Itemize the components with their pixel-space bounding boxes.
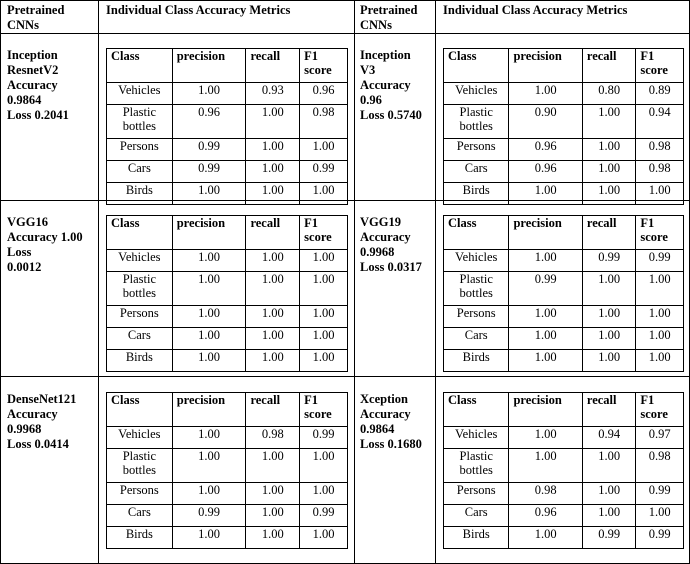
table-row xyxy=(107,183,348,205)
metric-cell: 1.00 xyxy=(246,328,300,350)
grid-line xyxy=(354,0,355,564)
metric-cell: 1.00 xyxy=(172,83,246,105)
column-header: F1 score xyxy=(300,216,348,250)
column-header: Class xyxy=(444,393,509,427)
metric-cell: 1.00 xyxy=(300,328,348,350)
metric-cell: 1.00 xyxy=(172,527,246,549)
metric-cell: 1.00 xyxy=(582,272,635,306)
metrics-table xyxy=(443,48,684,205)
column-header: recall xyxy=(246,216,300,250)
metric-cell: 0.96 xyxy=(300,83,348,105)
table-row xyxy=(107,483,348,505)
metric-cell: 1.00 xyxy=(246,306,300,328)
table-row xyxy=(107,161,348,183)
table-row xyxy=(444,505,684,527)
table-header-row xyxy=(107,216,348,250)
table-row xyxy=(444,483,684,505)
metric-cell: 1.00 xyxy=(636,272,684,306)
metric-cell: 1.00 xyxy=(509,527,582,549)
model-label-line: Loss 0.0317 xyxy=(360,260,422,274)
table-row xyxy=(107,272,348,306)
model-label-line: 0.9864 xyxy=(7,93,42,107)
column-header: Class xyxy=(444,216,509,250)
metric-cell: 1.00 xyxy=(582,328,635,350)
model-label-line: Loss 0.5740 xyxy=(360,108,422,122)
model-label-line: VGG16 xyxy=(7,215,48,229)
table-row xyxy=(107,83,348,105)
metric-cell: 1.00 xyxy=(582,139,635,161)
model-label-line: Accuracy xyxy=(7,407,58,421)
metric-cell: 1.00 xyxy=(246,483,300,505)
metric-cell: 1.00 xyxy=(246,105,300,139)
metric-cell: 1.00 xyxy=(300,183,348,205)
metric-cell: 0.99 xyxy=(582,250,635,272)
metric-cell: 1.00 xyxy=(509,328,582,350)
grid-line xyxy=(0,376,690,377)
class-cell: Persons xyxy=(107,483,173,505)
model-label xyxy=(7,215,83,275)
metric-cell: 0.98 xyxy=(509,483,582,505)
model-label xyxy=(360,48,422,123)
model-label xyxy=(360,215,422,275)
table-row xyxy=(444,139,684,161)
model-label-line: Loss xyxy=(7,245,32,259)
metric-cell: 1.00 xyxy=(246,139,300,161)
metric-cell: 1.00 xyxy=(246,505,300,527)
class-cell: Vehicles xyxy=(107,427,173,449)
metric-cell: 1.00 xyxy=(509,427,582,449)
grid-line xyxy=(98,0,99,564)
metric-cell: 1.00 xyxy=(246,449,300,483)
model-label-line: 0.9968 xyxy=(7,422,42,436)
grid-line xyxy=(0,0,1,564)
metric-cell: 1.00 xyxy=(636,183,684,205)
metric-cell: 0.99 xyxy=(582,527,635,549)
table-header-row xyxy=(107,49,348,83)
metric-cell: 1.00 xyxy=(509,250,582,272)
metric-cell: 0.99 xyxy=(300,427,348,449)
column-header: F1 score xyxy=(636,216,684,250)
metric-cell: 1.00 xyxy=(300,250,348,272)
model-label-line: Loss 0.1680 xyxy=(360,437,422,451)
metric-cell: 1.00 xyxy=(636,306,684,328)
class-cell: Persons xyxy=(444,139,509,161)
metric-cell: 0.98 xyxy=(246,427,300,449)
table-row xyxy=(107,139,348,161)
table-row xyxy=(444,83,684,105)
table-header-row xyxy=(107,393,348,427)
model-label-line: DenseNet121 xyxy=(7,392,77,406)
table-row xyxy=(107,250,348,272)
metric-cell: 1.00 xyxy=(300,272,348,306)
column-header: F1 score xyxy=(636,49,684,83)
column-header: recall xyxy=(582,216,635,250)
metric-cell: 1.00 xyxy=(582,483,635,505)
metric-cell: 1.00 xyxy=(509,83,582,105)
model-label xyxy=(7,392,76,452)
class-cell: Plastic bottles xyxy=(107,105,173,139)
model-label-line: Loss 0.0414 xyxy=(7,437,69,451)
metric-cell: 0.98 xyxy=(300,105,348,139)
metric-cell: 0.90 xyxy=(509,105,582,139)
model-label xyxy=(360,392,422,452)
metric-cell: 0.99 xyxy=(300,161,348,183)
model-label-line: 0.9864 xyxy=(360,422,395,436)
metric-cell: 1.00 xyxy=(509,306,582,328)
class-cell: Vehicles xyxy=(444,83,509,105)
metric-cell: 0.94 xyxy=(582,427,635,449)
metrics-table xyxy=(106,48,348,205)
metric-cell: 1.00 xyxy=(172,306,246,328)
class-cell: Plastic bottles xyxy=(444,449,509,483)
class-cell: Cars xyxy=(444,328,509,350)
column-header: precision xyxy=(172,393,246,427)
class-cell: Vehicles xyxy=(107,83,173,105)
metric-cell: 1.00 xyxy=(172,250,246,272)
metric-cell: 1.00 xyxy=(300,306,348,328)
model-label-line: Inception xyxy=(360,48,411,62)
metric-cell: 1.00 xyxy=(509,350,582,372)
metric-cell: 1.00 xyxy=(582,183,635,205)
header-pretrained-cnns: Pretrained CNNs xyxy=(360,3,418,32)
metric-cell: 1.00 xyxy=(246,350,300,372)
table-row xyxy=(444,449,684,483)
metric-cell: 1.00 xyxy=(172,427,246,449)
model-label-line: Loss 0.2041 xyxy=(7,108,69,122)
table-header-row xyxy=(444,216,684,250)
column-header: precision xyxy=(509,216,582,250)
metric-cell: 1.00 xyxy=(172,328,246,350)
grid-line xyxy=(435,0,436,564)
metric-cell: 0.99 xyxy=(636,527,684,549)
table-row xyxy=(107,328,348,350)
metric-cell: 1.00 xyxy=(246,250,300,272)
model-label-line: Accuracy xyxy=(360,78,411,92)
metric-cell: 0.98 xyxy=(636,139,684,161)
metric-cell: 1.00 xyxy=(300,483,348,505)
table-row xyxy=(107,105,348,139)
grid-line xyxy=(0,33,690,34)
metrics-table xyxy=(443,215,684,372)
model-label-line: Accuracy xyxy=(360,407,411,421)
metric-cell: 0.96 xyxy=(509,139,582,161)
column-header: recall xyxy=(582,49,635,83)
table-row xyxy=(444,350,684,372)
header-pretrained-cnns: Pretrained CNNs xyxy=(7,3,65,32)
column-header: precision xyxy=(509,393,582,427)
class-cell: Persons xyxy=(107,139,173,161)
class-cell: Plastic bottles xyxy=(107,272,173,306)
metric-cell: 1.00 xyxy=(582,505,635,527)
table-row xyxy=(107,306,348,328)
metric-cell: 1.00 xyxy=(246,183,300,205)
class-cell: Birds xyxy=(444,527,509,549)
metric-cell: 0.99 xyxy=(636,250,684,272)
column-header: recall xyxy=(582,393,635,427)
metrics-table xyxy=(106,392,348,549)
model-label xyxy=(7,48,69,123)
column-header: precision xyxy=(172,216,246,250)
metric-cell: 1.00 xyxy=(300,527,348,549)
table-row xyxy=(444,328,684,350)
metric-cell: 1.00 xyxy=(300,350,348,372)
class-cell: Cars xyxy=(444,161,509,183)
model-label-line: VGG19 xyxy=(360,215,401,229)
metric-cell: 0.99 xyxy=(300,505,348,527)
metric-cell: 1.00 xyxy=(509,183,582,205)
class-cell: Plastic bottles xyxy=(107,449,173,483)
table-row xyxy=(444,272,684,306)
column-header: F1 score xyxy=(636,393,684,427)
metric-cell: 0.99 xyxy=(172,505,246,527)
metric-cell: 1.00 xyxy=(246,272,300,306)
metric-cell: 1.00 xyxy=(172,449,246,483)
metric-cell: 1.00 xyxy=(246,527,300,549)
column-header: precision xyxy=(172,49,246,83)
class-cell: Birds xyxy=(107,527,173,549)
table-row xyxy=(444,250,684,272)
model-label-line: 0.9968 xyxy=(360,245,395,259)
metric-cell: 1.00 xyxy=(172,483,246,505)
header-class-metrics: Individual Class Accuracy Metrics xyxy=(443,3,628,17)
model-label-line: V3 xyxy=(360,63,376,77)
metric-cell: 1.00 xyxy=(582,350,635,372)
class-cell: Cars xyxy=(444,505,509,527)
model-label-line: 0.0012 xyxy=(7,260,42,274)
metric-cell: 0.94 xyxy=(636,105,684,139)
metric-cell: 0.99 xyxy=(636,483,684,505)
model-label-line: Accuracy xyxy=(7,78,58,92)
class-cell: Persons xyxy=(107,306,173,328)
column-header: Class xyxy=(444,49,509,83)
model-label-line: Accuracy 1.00 xyxy=(7,230,83,244)
metric-cell: 1.00 xyxy=(172,350,246,372)
table-row xyxy=(444,527,684,549)
metrics-table xyxy=(443,392,684,549)
table-row xyxy=(444,183,684,205)
metric-cell: 0.99 xyxy=(172,161,246,183)
column-header: Class xyxy=(107,49,173,83)
model-label-line: 0.96 xyxy=(360,93,382,107)
metric-cell: 1.00 xyxy=(300,139,348,161)
model-label-line: Xception xyxy=(360,392,408,406)
class-cell: Birds xyxy=(107,350,173,372)
class-cell: Birds xyxy=(444,350,509,372)
metric-cell: 0.99 xyxy=(509,272,582,306)
table-row xyxy=(107,350,348,372)
header-class-metrics: Individual Class Accuracy Metrics xyxy=(106,3,291,17)
class-cell: Birds xyxy=(444,183,509,205)
table-row xyxy=(444,427,684,449)
metric-cell: 0.99 xyxy=(172,139,246,161)
column-header: recall xyxy=(246,49,300,83)
metric-cell: 1.00 xyxy=(582,449,635,483)
metric-cell: 1.00 xyxy=(246,161,300,183)
class-cell: Plastic bottles xyxy=(444,105,509,139)
metric-cell: 1.00 xyxy=(300,449,348,483)
metric-cell: 1.00 xyxy=(636,505,684,527)
metric-cell: 0.98 xyxy=(636,449,684,483)
metric-cell: 1.00 xyxy=(509,449,582,483)
metric-cell: 0.80 xyxy=(582,83,635,105)
metric-cell: 1.00 xyxy=(172,183,246,205)
class-cell: Persons xyxy=(444,483,509,505)
metrics-table xyxy=(106,215,348,372)
class-cell: Vehicles xyxy=(107,250,173,272)
metric-cell: 1.00 xyxy=(582,306,635,328)
metric-cell: 0.97 xyxy=(636,427,684,449)
class-cell: Cars xyxy=(107,328,173,350)
metric-cell: 0.98 xyxy=(636,161,684,183)
metric-cell: 0.96 xyxy=(509,505,582,527)
class-cell: Plastic bottles xyxy=(444,272,509,306)
model-label-line: Accuracy xyxy=(360,230,411,244)
column-header: F1 score xyxy=(300,49,348,83)
table-row xyxy=(444,306,684,328)
column-header: F1 score xyxy=(300,393,348,427)
metric-cell: 0.96 xyxy=(509,161,582,183)
metric-cell: 1.00 xyxy=(636,350,684,372)
class-cell: Vehicles xyxy=(444,427,509,449)
class-cell: Vehicles xyxy=(444,250,509,272)
class-cell: Cars xyxy=(107,505,173,527)
column-header: Class xyxy=(107,393,173,427)
table-row xyxy=(107,449,348,483)
table-row xyxy=(107,427,348,449)
column-header: recall xyxy=(246,393,300,427)
class-cell: Persons xyxy=(444,306,509,328)
column-header: Class xyxy=(107,216,173,250)
model-label-line: ResnetV2 xyxy=(7,63,59,77)
metric-cell: 1.00 xyxy=(172,272,246,306)
table-row xyxy=(444,105,684,139)
metric-cell: 0.89 xyxy=(636,83,684,105)
class-cell: Cars xyxy=(107,161,173,183)
table-row xyxy=(107,527,348,549)
model-label-line: Inception xyxy=(7,48,58,62)
table-header-row xyxy=(444,393,684,427)
metric-cell: 0.96 xyxy=(172,105,246,139)
column-header: precision xyxy=(509,49,582,83)
grid-line xyxy=(0,0,690,1)
metric-cell: 1.00 xyxy=(582,105,635,139)
metric-cell: 1.00 xyxy=(582,161,635,183)
table-row xyxy=(107,505,348,527)
class-cell: Birds xyxy=(107,183,173,205)
metric-cell: 1.00 xyxy=(636,328,684,350)
table-header-row xyxy=(444,49,684,83)
metric-cell: 0.93 xyxy=(246,83,300,105)
table-row xyxy=(444,161,684,183)
